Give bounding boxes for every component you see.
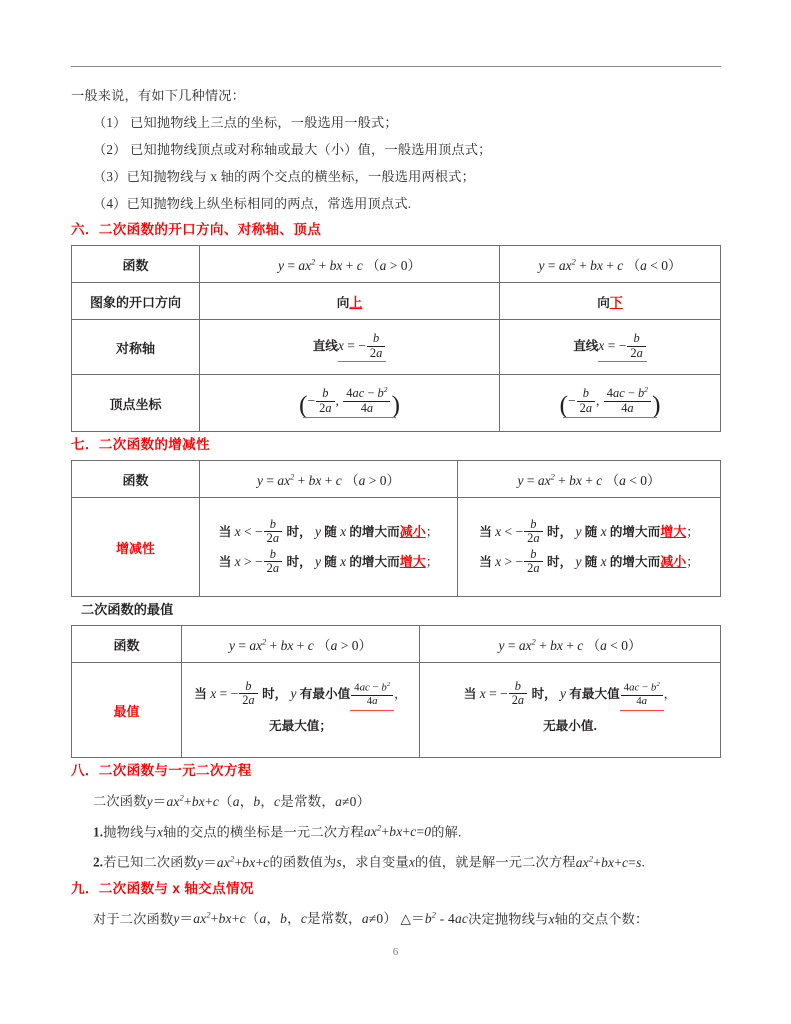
- table-opening-direction: [71, 245, 721, 432]
- t8-neg-line-2: 无最小值.: [543, 719, 597, 733]
- header-rule: [71, 66, 721, 67]
- t6-row1-label: 图象的开口方向: [72, 283, 200, 320]
- section-9-line-1: 对于二次函数$y=ax^2+bx+c(a$，b，c是常数，a≠0） $\triangle=b^2 - 4ac$决定抛物线与x轴的交点个数：: [93, 910, 649, 926]
- table-row: [72, 283, 721, 320]
- t7-pos-cell: [200, 498, 458, 597]
- s8-i1-a: 抛物线与: [103, 824, 157, 839]
- t6-row3-label: 顶点坐标: [72, 375, 200, 432]
- t6-row3-pos: (− $\frac{b}{2a}$ , $\frac{4ac - b^2}{4a}$ ): [200, 375, 500, 432]
- intro-item-3: （3）已知抛物线与 x 轴的两个交点的横坐标，一般选用两根式；: [93, 169, 476, 184]
- t8-header-pos: $y = ax^2$ + bx + c （a > 0）: [182, 626, 420, 663]
- s8-i2-num: 2.: [93, 854, 104, 870]
- page-content: [71, 82, 721, 932]
- t7-pos-line-1: 当 x < − $\frac{b}{2a}$ 时， y 随 x 的增大而减小；: [218, 517, 439, 546]
- table-row: [72, 320, 721, 375]
- s9-b: 决定抛物线与: [468, 911, 549, 926]
- s8-i2-c: ，求自变量: [341, 854, 409, 870]
- t7-header-pos: $y = ax^2$ + bx + c （a > 0）: [200, 461, 458, 498]
- s8-i2-a: 若已知二次函数: [103, 854, 198, 870]
- table-row: [72, 498, 721, 597]
- t7-neg-line-1: 当 x < − $\frac{b}{2a}$ 时， y 随 x 的增大而增大；: [479, 517, 699, 546]
- section-8-line-1: 二次函数$y=ax^2+bx+c(a$，b，c是常数，a≠0）: [93, 793, 371, 809]
- t6-row1-neg: 向下: [500, 283, 721, 320]
- section-9-heading: 九．二次函数与 x 轴交点情况: [71, 880, 254, 896]
- t8-row-label: 最值: [72, 663, 182, 758]
- table-extreme-values: [71, 625, 721, 758]
- t6-row2-neg: 直线x = − $\frac{b}{2a}$: [500, 320, 721, 375]
- t8-neg-cell: [420, 663, 721, 758]
- s8-i1-num: 1.: [93, 824, 104, 839]
- section-8-heading: 八．二次函数与一元二次方程: [71, 763, 252, 778]
- intro-item-2: （2） 已知抛物线顶点或对称轴或最大（小）值，一般选用顶点式；: [93, 142, 492, 157]
- table-row: [72, 461, 721, 498]
- t8-header-label: 函数: [72, 626, 182, 663]
- section-7-heading: 七．二次函数的增减性: [71, 437, 210, 452]
- s8-i2-d: 的值，就是解一元二次方程: [415, 854, 576, 870]
- section-8-item-2: 2.若已知二次函数$y=ax^2+bx+c$的函数值为s，求自变量x的值，就是解一元二次方程$ax^2+bx+c=s$.: [93, 854, 646, 870]
- t7-header-label: 函数: [72, 461, 200, 498]
- t8-neg-line-1: 当 x = − $\frac{b}{2a}$ 时， y 有最大值 $\frac{4ac - b^2}{4a}$ ，: [424, 679, 716, 711]
- t6-header-neg: $y = ax^2$ + bx + c （a < 0）: [500, 246, 721, 283]
- t6-row2-pos: 直线x = − $\frac{b}{2a}$: [200, 320, 500, 375]
- t6-row3-neg: (− $\frac{b}{2a}$ , $\frac{4ac - b^2}{4a}$ ): [500, 375, 721, 432]
- t7-neg-cell: [458, 498, 721, 597]
- s8-i2-x: x: [408, 854, 416, 870]
- t7-pos-mark-2: 增大: [399, 554, 426, 569]
- table-row: [72, 663, 721, 758]
- t6-row1-neg-mark: 下: [609, 294, 623, 310]
- s8-i1-b: 轴的交点的横坐标是一元二次方程: [163, 824, 364, 839]
- t6-header-pos: $y = ax^2$ + bx + c （a > 0）: [200, 246, 500, 283]
- s8-i1-c: 的解.: [431, 824, 462, 839]
- t8-header-neg: $y = ax^2$ + bx + c （a < 0）: [420, 626, 721, 663]
- t7-row-label: 增减性: [72, 498, 200, 597]
- table-row: [72, 375, 721, 432]
- section-8-item-1: 1.抛物线与x轴的交点的横坐标是一元二次方程$ax^2+bx+c=0$的解.: [93, 823, 462, 839]
- t7-neg-mark-2: 减小: [660, 554, 687, 569]
- t7-neg-mark-1: 增大: [660, 524, 687, 539]
- section-6-heading: 六．二次函数的开口方向、对称轴、顶点: [71, 222, 322, 237]
- s8-i2-e: .: [641, 854, 646, 870]
- t7-pos-line-2: 当 x > − $\frac{b}{2a}$ 时， y 随 x 的增大而增大；: [218, 547, 439, 576]
- s9-x: x: [548, 911, 555, 926]
- t6-header-label: 函数: [72, 246, 200, 283]
- s8-i2-b: 的函数值为: [269, 854, 337, 870]
- s8-i1-x: x: [156, 824, 164, 839]
- s8-i2-s: s: [336, 854, 342, 870]
- t6-row1-pos-mark: 上: [349, 294, 363, 310]
- intro-lead: 一般来说，有如下几种情况：: [71, 88, 246, 103]
- t6-row1-pos: 向上: [200, 283, 500, 320]
- intro-item-4: （4）已知抛物线上纵坐标相同的两点，常选用顶点式.: [93, 196, 412, 211]
- table-row: [72, 246, 721, 283]
- page-number: 6: [392, 946, 399, 958]
- table-monotonicity: [71, 460, 721, 597]
- intro-item-1: （1） 已知抛物线上三点的坐标，一般选用一般式；: [93, 115, 398, 130]
- t8-pos-line-1: 当 x = − $\frac{b}{2a}$ 时， y 有最小值 $\frac{4ac - b^2}{4a}$ ，: [186, 679, 415, 711]
- table-row: [72, 626, 721, 663]
- t7-neg-line-2: 当 x > − $\frac{b}{2a}$ 时， y 随 x 的增大而减小；: [479, 547, 699, 576]
- t6-row2-label: 对称轴: [72, 320, 200, 375]
- s8-l1-a: 二次函数: [93, 793, 147, 809]
- t8-pos-line-2: 无最大值；: [269, 719, 332, 733]
- s9-c: 轴的交点个数：: [554, 911, 649, 926]
- t7-pos-mark-1: 减小: [399, 524, 426, 539]
- t7-header-neg: $y = ax^2$ + bx + c （a < 0）: [458, 461, 721, 498]
- t8-pos-cell: [182, 663, 420, 758]
- s9-a: 对于二次函数: [93, 911, 174, 926]
- max-min-subheading: 二次函数的最值: [81, 602, 174, 617]
